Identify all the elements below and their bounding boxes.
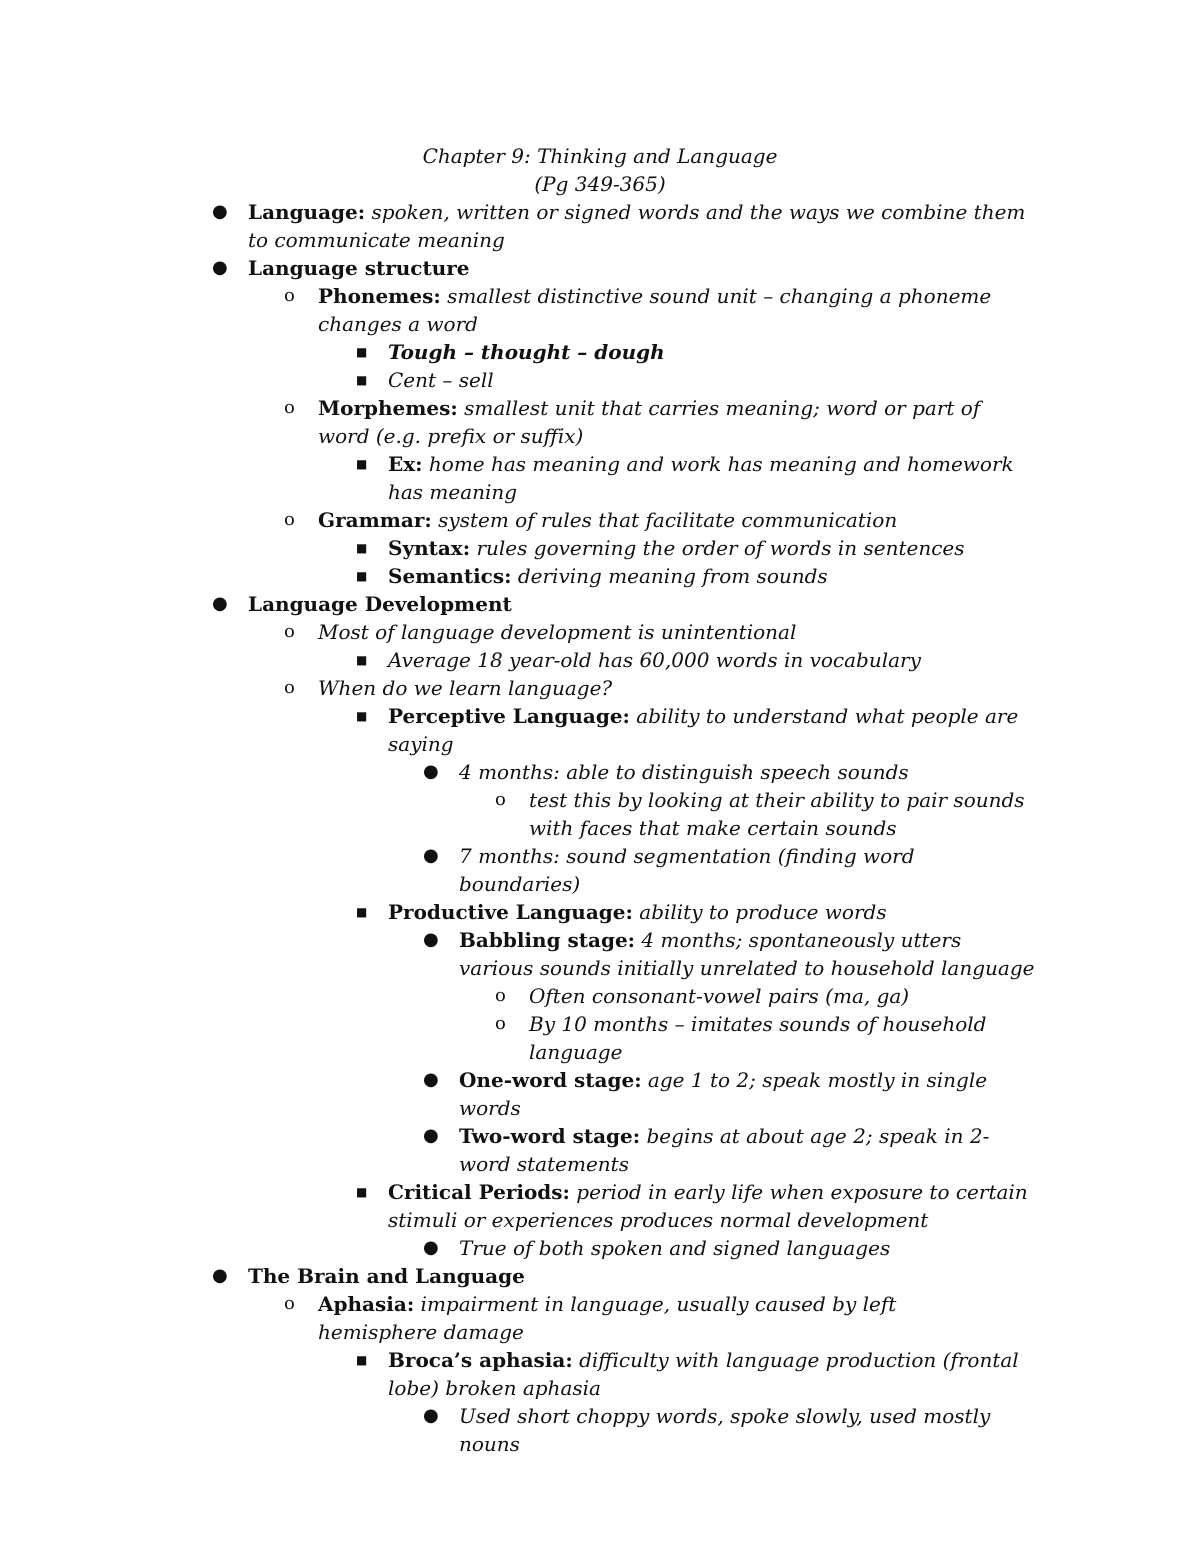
bullet-marker: ● [423, 845, 439, 866]
definition: difficulty with language production (frontal lobe) broken aphasia [388, 1348, 1019, 1400]
term: Grammar: [318, 508, 432, 532]
term: Aphasia: [318, 1292, 415, 1316]
list-item-babbling [0, 926, 1039, 982]
term: Two-word stage: [459, 1124, 641, 1148]
list-item-morphemes [0, 394, 1008, 450]
list-item-critical [0, 1178, 1038, 1234]
document-title [0, 142, 1200, 198]
example-text: Cent – sell [388, 368, 494, 392]
list-item-four-months [0, 758, 1039, 786]
term: Semantics: [388, 564, 512, 588]
term: Morphemes: [318, 396, 458, 420]
list-item-ex [0, 450, 1038, 506]
circle-marker: o [284, 397, 295, 418]
bullet-marker: ● [423, 1405, 439, 1426]
term: Phonemes: [318, 284, 441, 308]
list-item-seven-months [0, 842, 1039, 898]
list-item-grammar [0, 506, 1008, 534]
definition: By 10 months – imitates sounds of household language [529, 1012, 987, 1064]
definition: age 1 to 2; speak mostly in single words [459, 1068, 988, 1120]
circle-marker: o [284, 1293, 295, 1314]
term: Ex: [388, 452, 423, 476]
definition: Often consonant-vowel pairs (ma, ga) [529, 984, 910, 1008]
term: Broca’s aphasia: [388, 1348, 573, 1372]
list-item-test-this [0, 786, 1029, 842]
list-item-language [0, 198, 1028, 254]
list-item-average [0, 646, 1038, 674]
list-item-when [0, 674, 1008, 702]
definition: deriving meaning from sounds [511, 564, 828, 588]
square-marker: ■ [356, 653, 368, 667]
list-item-semantics [0, 562, 1038, 590]
circle-marker: o [495, 985, 506, 1006]
square-marker: ■ [356, 541, 368, 555]
bullet-marker: ● [212, 201, 228, 222]
definition: rules governing the order of words in sentences [470, 536, 965, 560]
bullet-marker: ● [212, 1265, 228, 1286]
definition: 4 months; spontaneously utters various sounds initially unrelated to household language [459, 928, 1035, 980]
term: Productive Language: [388, 900, 633, 924]
bullet-marker: ● [423, 1069, 439, 1090]
square-marker: ■ [356, 709, 368, 723]
definition: home has meaning and work has meaning and homework has meaning [388, 452, 1014, 504]
heading: Language structure [248, 256, 470, 280]
list-item-unintentional [0, 618, 1008, 646]
square-marker: ■ [356, 345, 368, 359]
square-marker: ■ [356, 1185, 368, 1199]
list-item-perceptive [0, 702, 1038, 758]
list-item-broca [0, 1346, 1038, 1402]
circle-marker: o [495, 789, 506, 810]
term: Perceptive Language: [388, 704, 630, 728]
definition: smallest distinctive sound unit – changing a phoneme changes a word [318, 284, 992, 336]
list-item-brain-and-language [0, 1262, 1028, 1290]
definition: Most of language development is unintentional [318, 620, 797, 644]
term: Babbling stage: [459, 928, 636, 952]
definition: impairment in language, usually caused by left hemisphere damage [318, 1292, 897, 1344]
bullet-marker: ● [212, 257, 228, 278]
bullet-marker: ● [212, 593, 228, 614]
circle-marker: o [495, 1013, 506, 1034]
list-item-tough [0, 338, 1038, 366]
list-item-cent [0, 366, 1038, 394]
square-marker: ■ [356, 569, 368, 583]
square-marker: ■ [356, 373, 368, 387]
square-marker: ■ [356, 905, 368, 919]
circle-marker: o [284, 621, 295, 642]
list-item-syntax [0, 534, 1038, 562]
definition: True of both spoken and signed languages [459, 1236, 891, 1260]
list-item-one-word [0, 1066, 1039, 1122]
list-item-language-development [0, 590, 1028, 618]
definition: 7 months: sound segmentation (finding word boundaries) [459, 844, 915, 896]
list-item-language-structure [0, 254, 1028, 282]
notes-outline [0, 198, 1200, 1458]
heading: The Brain and Language [248, 1264, 525, 1288]
list-item-short-choppy [0, 1402, 1039, 1458]
list-item-phonemes [0, 282, 1008, 338]
list-item-consonant [0, 982, 1029, 1010]
list-item-two-word [0, 1122, 1039, 1178]
list-item-ten-months [0, 1010, 1029, 1066]
definition: spoken, written or signed words and the ways we combine them to communicate meaning [248, 200, 1026, 252]
bullet-marker: ● [423, 761, 439, 782]
list-item-aphasia [0, 1290, 1008, 1346]
definition: When do we learn language? [318, 676, 613, 700]
definition: test this by looking at their ability to pair sounds with faces that make certain sounds [529, 788, 1025, 840]
title-line-2: (Pg 349-365) [534, 172, 666, 196]
circle-marker: o [284, 285, 295, 306]
square-marker: ■ [356, 457, 368, 471]
term: Critical Periods: [388, 1180, 570, 1204]
circle-marker: o [284, 677, 295, 698]
definition: 4 months: able to distinguish speech sounds [459, 760, 909, 784]
term: Syntax: [388, 536, 471, 560]
definition: ability to produce words [632, 900, 887, 924]
heading: Language Development [248, 592, 512, 616]
term: One-word stage: [459, 1068, 642, 1092]
list-item-true-of [0, 1234, 1039, 1262]
list-item-productive [0, 898, 1038, 926]
definition: begins at about age 2; speak in 2-word statements [459, 1124, 990, 1176]
bullet-marker: ● [423, 1237, 439, 1258]
term: Language: [248, 200, 366, 224]
definition: period in early life when exposure to certain stimuli or experiences produces normal development [388, 1180, 1028, 1232]
bullet-marker: ● [423, 929, 439, 950]
example-text: Tough – thought – dough [388, 340, 665, 364]
bullet-marker: ● [423, 1125, 439, 1146]
definition: Used short choppy words, spoke slowly, used mostly nouns [459, 1404, 991, 1456]
definition: system of rules that facilitate communication [431, 508, 898, 532]
definition: ability to understand what people are saying [388, 704, 1019, 756]
definition: smallest unit that carries meaning; word or part of word (e.g. prefix or suffix) [318, 396, 981, 448]
definition: Average 18 year-old has 60,000 words in vocabulary [388, 648, 921, 672]
circle-marker: o [284, 509, 295, 530]
square-marker: ■ [356, 1353, 368, 1367]
title-line-1: Chapter 9: Thinking and Language [422, 144, 778, 168]
